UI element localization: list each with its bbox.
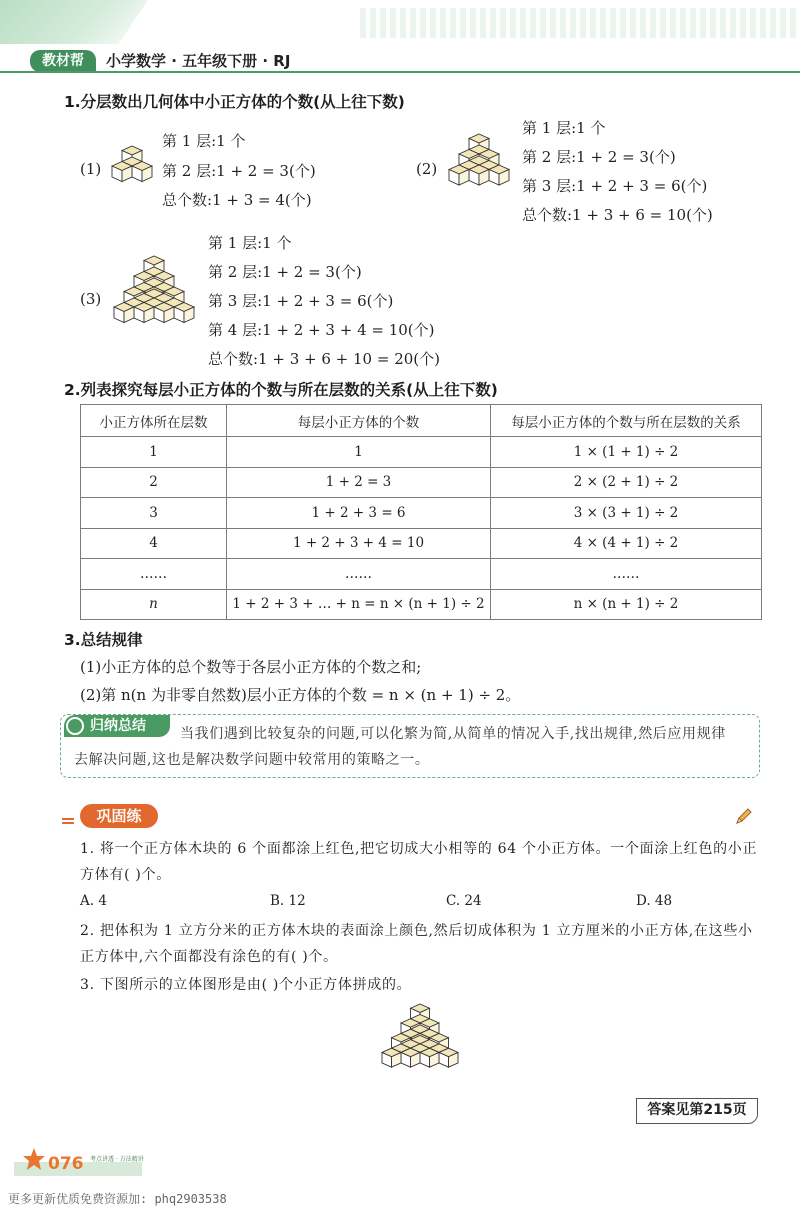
- section2-heading: 2.列表探究每层小正方体的个数与所在层数的关系(从上往下数): [64, 381, 498, 399]
- cube: [439, 1048, 458, 1067]
- table-header-row: [81, 405, 762, 437]
- fig2-label: (2): [416, 160, 438, 178]
- table-header-cell: 每层小正方体的个数与所在层数的关系: [491, 405, 762, 437]
- summary-line-1: 当我们遇到比较复杂的问题,可以化繁为简,从简单的情况入手,找出规律,然后应用规律: [180, 726, 726, 742]
- table-cell: ……: [227, 559, 491, 590]
- cube: [401, 1048, 420, 1067]
- book-badge: 教材帮: [30, 50, 96, 72]
- table-cell: 1 × (1 + 1) ÷ 2: [491, 437, 762, 468]
- cube: [174, 303, 194, 323]
- cube: [469, 165, 489, 185]
- fig2-line-4: 总个数:1 + 3 + 6 = 10(个): [522, 206, 713, 224]
- fig3-line-1: 第 1 层:1 个: [208, 234, 292, 252]
- question-3: 3. 下图所示的立体图形是由( )个小正方体拼成的。: [80, 977, 412, 993]
- fig1-cube-stack: [104, 142, 160, 200]
- question-2-line-1: 2. 把体积为 1 立方分米的正方体木块的表面涂上颜色,然后切成体积为 1 立方厘米的小正方体,在这些小: [80, 923, 753, 939]
- page-number: 076: [48, 1154, 84, 1174]
- fig3-line-5: 总个数:1 + 3 + 6 + 10 = 20(个): [208, 350, 440, 368]
- table-cell: 4 × (4 + 1) ÷ 2: [491, 528, 762, 559]
- cube: [420, 1048, 439, 1067]
- fig1-label: (1): [80, 160, 102, 178]
- cube: [112, 162, 132, 182]
- table-row: [81, 467, 762, 498]
- fig3-cube-stack: [104, 252, 204, 348]
- option-b: B. 12: [270, 893, 306, 909]
- rule-2: (2)第 n(n 为非零自然数)层小正方体的个数 = n × (n + 1) ÷ 2。: [80, 686, 521, 704]
- table-header-cell: 小正方体所在层数: [81, 405, 227, 437]
- option-c: C. 24: [446, 893, 482, 909]
- table-cell: ……: [491, 559, 762, 590]
- fig3-label: (3): [80, 290, 102, 308]
- fig3-line-2: 第 2 层:1 + 2 = 3(个): [208, 263, 362, 281]
- rule-1: (1)小正方体的总个数等于各层小正方体的个数之和;: [80, 658, 422, 676]
- table-row: [81, 559, 762, 590]
- footer-small-text: 考点讲透 · 方法精讲: [90, 1156, 144, 1163]
- cube: [134, 303, 154, 323]
- cube: [449, 165, 469, 185]
- table-cell: 1 + 2 + 3 + … + n = n × (n + 1) ÷ 2: [227, 589, 491, 620]
- table-cell: 2: [81, 467, 227, 498]
- section1-heading: 1.分层数出几何体中小正方体的个数(从上往下数): [64, 93, 405, 111]
- section3-heading: 3.总结规律: [64, 631, 143, 649]
- table-cell: 3: [81, 498, 227, 529]
- cube: [489, 165, 509, 185]
- fig1-line-2: 第 2 层:1 + 2 = 3(个): [162, 162, 316, 180]
- fig1-line-1: 第 1 层:1 个: [162, 132, 246, 150]
- table-header-cell: 每层小正方体的个数: [227, 405, 491, 437]
- practice-decoration: [62, 818, 74, 824]
- table-cell: 1: [227, 437, 491, 468]
- fig3-line-3: 第 3 层:1 + 2 + 3 = 6(个): [208, 292, 394, 310]
- table-row: [81, 498, 762, 529]
- table-cell: 1 + 2 = 3: [227, 467, 491, 498]
- pencil-icon: [734, 806, 754, 826]
- fig3-line-4: 第 4 层:1 + 2 + 3 + 4 = 10(个): [208, 321, 435, 339]
- fig2-cube-stack: [440, 130, 518, 208]
- table-cell: 1 + 2 + 3 = 6: [227, 498, 491, 529]
- table-cell: n × (n + 1) ÷ 2: [491, 589, 762, 620]
- table-cell: 3 × (3 + 1) ÷ 2: [491, 498, 762, 529]
- star-logo-icon: [22, 1146, 46, 1174]
- option-a: A. 4: [80, 893, 107, 909]
- table-cell: 1 + 2 + 3 + 4 = 10: [227, 528, 491, 559]
- table-cell: 2 × (2 + 1) ÷ 2: [491, 467, 762, 498]
- book-title: 小学数学 · 五年级下册 · RJ: [106, 52, 291, 70]
- question-2-line-2: 正方体中,六个面都没有涂色的有( )个。: [80, 949, 338, 965]
- cube: [382, 1048, 401, 1067]
- cube: [114, 303, 134, 323]
- relation-table: [80, 404, 762, 620]
- table-row: [81, 528, 762, 559]
- question-1-line-2: 方体有( )个。: [80, 867, 171, 883]
- fig1-line-3: 总个数:1 + 3 = 4(个): [162, 191, 312, 209]
- table-cell: ……: [81, 559, 227, 590]
- table-row: [81, 437, 762, 468]
- watermark: 更多更新优质免费资源加: phq2903538: [8, 1192, 227, 1206]
- table-cell: n: [81, 589, 227, 620]
- cube: [132, 162, 152, 182]
- practice-badge: 巩固练: [80, 804, 158, 828]
- summary-line-2: 去解决问题,这也是解决数学问题中较常用的策略之一。: [74, 752, 430, 768]
- header-decoration: [0, 0, 148, 44]
- question-3-cube-stack: [372, 1000, 468, 1104]
- table-cell: 1: [81, 437, 227, 468]
- target-icon: [66, 717, 84, 735]
- fig2-line-2: 第 2 层:1 + 2 = 3(个): [522, 148, 676, 166]
- cube: [154, 303, 174, 323]
- fig2-line-1: 第 1 层:1 个: [522, 119, 606, 137]
- header-divider: [0, 71, 800, 73]
- header-stripes: [360, 8, 800, 38]
- option-d: D. 48: [636, 893, 673, 909]
- table-cell: 4: [81, 528, 227, 559]
- question-1-line-1: 1. 将一个正方体木块的 6 个面都涂上红色,把它切成大小相等的 64 个小正方体。一个面涂上红色的小正: [80, 841, 758, 857]
- answer-reference: 答案见第215页: [636, 1098, 758, 1124]
- summary-tag: 归纳总结: [64, 715, 170, 737]
- fig2-line-3: 第 3 层:1 + 2 + 3 = 6(个): [522, 177, 708, 195]
- table-row: [81, 589, 762, 620]
